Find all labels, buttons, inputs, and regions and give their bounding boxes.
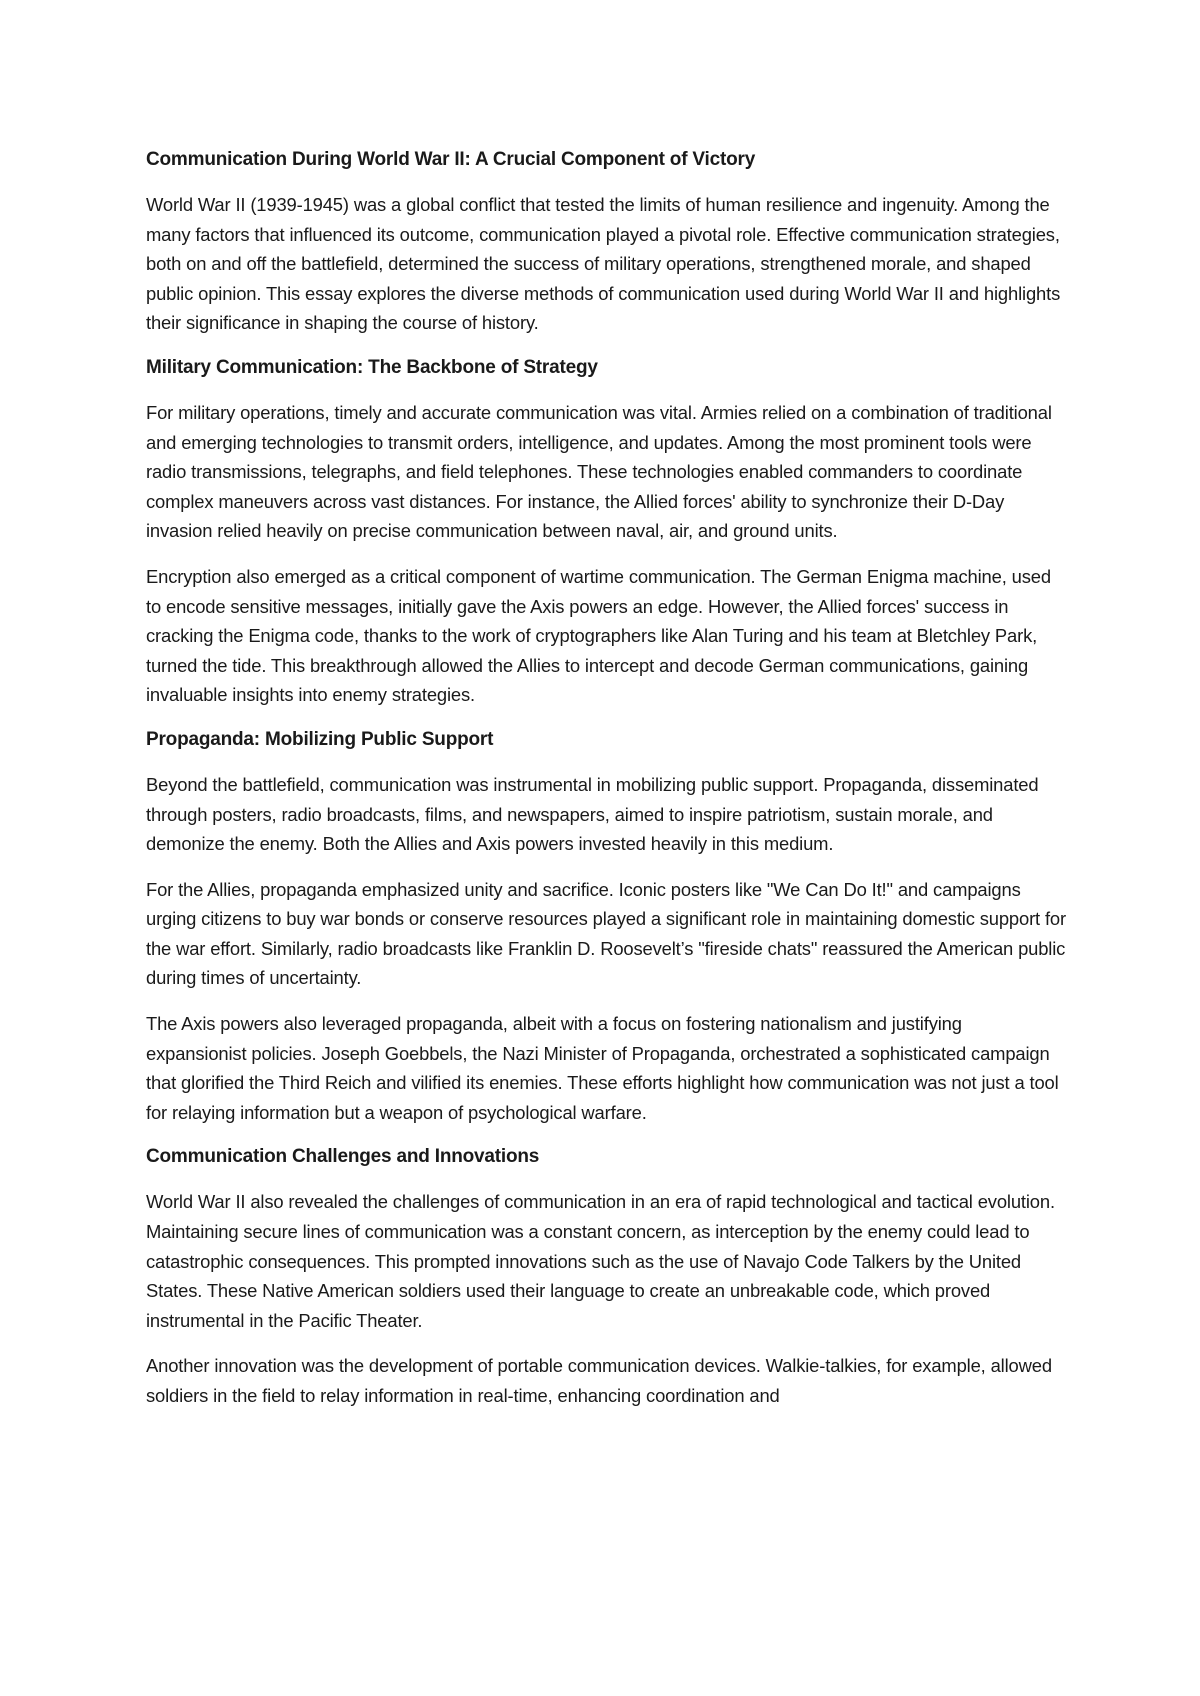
paragraph: Another innovation was the development of portable communication devices. Walkie-talkies, for example, allowed soldiers in the field to relay information in real-time, enhancing coordination and [146,1355,1052,1406]
section-heading-military: Military Communication: The Backbone of Strategy [146,356,598,378]
document-page [146,146,1066,1427]
paragraph: Encryption also emerged as a critical component of wartime communication. The German Enigma machine, used to encode sensitive messages, initially gave the Axis powers an edge. However, the Allied forces' success in cracking the Enigma code, thanks to the work of cryptographers like Alan Turing and his team at Bletchley Park, turned the tide. This breakthrough allowed the Allies to intercept and decode German communications, gaining invaluable insights into enemy strategies. [146,565,1051,706]
paragraph: The Axis powers also leveraged propaganda, albeit with a focus on fostering nationalism and justifying expansionist policies. Joseph Goebbels, the Nazi Minister of Propaganda, orchestrated a sophisticated campaign that glorified the Third Reich and vilified its enemies. These efforts highlight how communication was not just a tool for relaying information but a weapon of psychological warfare. [146,1013,1059,1123]
paragraph: For military operations, timely and accurate communication was vital. Armies relied on a combination of traditional and emerging technologies to transmit orders, intelligence, and updates. Among the most prominent tools were radio transmissions, telegraphs, and field telephones. These technologies enabled commanders to coordinate complex maneuvers across vast distances. For instance, the Allied forces' ability to synchronize their D-Day invasion relied heavily on precise communication between naval, air, and ground units. [146,401,1052,542]
intro-paragraph: World War II (1939-1945) was a global conflict that tested the limits of human resilience and ingenuity. Among the many factors that influenced its outcome, communication played a pivotal role. Effective communication strategies, both on and off the battlefield, determined the success of military operations, strengthened morale, and shaped public opinion. This essay explores the diverse methods of communication used during World War II and highlights their significance in shaping the course of history. [146,194,1061,334]
document-title: Communication During World War II: A Crucial Component of Victory [146,149,756,170]
paragraph: World War II also revealed the challenges of communication in an era of rapid technological and tactical evolution. Maintaining secure lines of communication was a constant concern, as interception by the enemy could lead to catastrophic consequences. This prompted innovations such as the use of Navajo Code Talkers by the United States. These Native American soldiers used their language to create an unbreakable code, which proved instrumental in the Pacific Theater. [146,1191,1055,1331]
section-heading-challenges: Communication Challenges and Innovations [146,1146,540,1168]
section-heading-propaganda: Propaganda: Mobilizing Public Support [146,728,494,750]
paragraph: For the Allies, propaganda emphasized unity and sacrifice. Iconic posters like "We Can Do It!" and campaigns urging citizens to buy war bonds or conserve resources played a significant role in maintaining domestic support for the war effort. Similarly, radio broadcasts like Franklin D. Roosevelt’s "fireside chats" reassured the American public during times of uncertainty. [146,878,1066,989]
paragraph: Beyond the battlefield, communication was instrumental in mobilizing public support. Propaganda, disseminated through posters, radio broadcasts, films, and newspapers, aimed to inspire patriotism, sustain morale, and demonize the enemy. Both the Allies and Axis powers invested heavily in this medium. [146,773,1039,855]
